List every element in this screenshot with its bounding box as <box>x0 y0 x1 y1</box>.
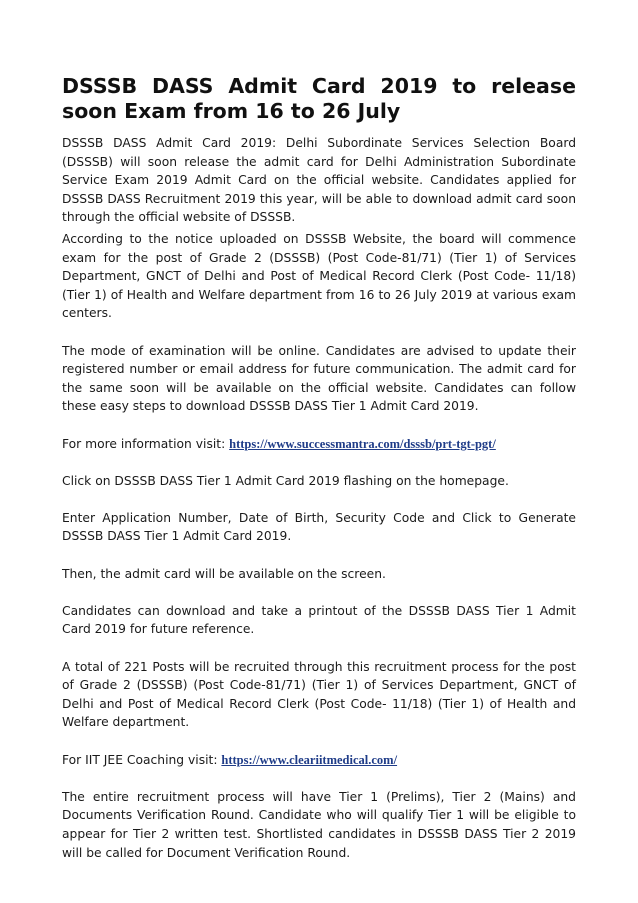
document-title: DSSSB DASS Admit Card 2019 to release soon Exam from 16 to 26 July <box>62 74 576 123</box>
paragraph-step-1: Click on DSSSB DASS Tier 1 Admit Card 2019 flashing on the homepage. <box>62 473 509 488</box>
paragraph-step-4: Candidates can download and take a printout of the DSSSB DASS Tier 1 Admit Card 2019 for future reference. <box>62 603 576 637</box>
successmantra-link[interactable]: https://www.successmantra.com/dsssb/prt-tgt-pgt/ <box>229 436 496 451</box>
more-info-label: For more information visit: <box>62 436 230 451</box>
cleariitmedical-link[interactable]: https://www.cleariitmedical.com/ <box>221 752 398 767</box>
document-page <box>62 74 576 862</box>
paragraph-posts: A total of 221 Posts will be recruited through this recruitment process for the post of Grade 2 (DSSSB) (Post Code-81/71) (Tier 1) of Services Department, GNCT of Delhi and Post of Medical Record Clerk (Post Code- 11/18) (Tier 1) of Health and Welfare department. <box>62 659 576 730</box>
coaching-label: For IIT JEE Coaching visit: <box>62 752 222 767</box>
paragraph-coaching <box>62 751 576 770</box>
paragraph-step-2: Enter Application Number, Date of Birth, Security Code and Click to Generate DSSSB DASS Tier 1 Admit Card 2019. <box>62 510 576 544</box>
paragraph-recruitment-process: The entire recruitment process will have Tier 1 (Prelims), Tier 2 (Mains) and Documents Verification Round. Candidate who will qualify Tier 1 will be eligible to appear for Tier 2 written test. Shortlisted candidates in DSSSB DASS Tier 2 2019 will be called for Document Verification Round. <box>62 789 576 860</box>
paragraph-step-3: Then, the admit card will be available on the screen. <box>62 566 386 581</box>
paragraph-exam-mode: The mode of examination will be online. Candidates are advised to update their registered number or email address for future communication. The admit card for the same soon will be available on the official website. Candidates can follow these easy steps to download DSSSB DASS Tier 1 Admit Card 2019. <box>62 343 576 414</box>
paragraph-more-info <box>62 435 576 454</box>
paragraph-notice: According to the notice uploaded on DSSSB Website, the board will commence exam for the post of Grade 2 (DSSSB) (Post Code-81/71) (Tier 1) of Services Department, GNCT of Delhi and Post of Medical Record Clerk (Post Code- 11/18) (Tier 1) of Health and Welfare department from 16 to 26 July 2019 at various exam centers. <box>62 231 576 321</box>
paragraph-intro: DSSSB DASS Admit Card 2019: Delhi Subordinate Services Selection Board (DSSSB) will soon release the admit card for Delhi Administration Subordinate Service Exam 2019 Admit Card on the official website. Candidates applied for DSSSB DASS Recruitment 2019 this year, will be able to download admit card soon through the official website of DSSSB. <box>62 136 576 225</box>
